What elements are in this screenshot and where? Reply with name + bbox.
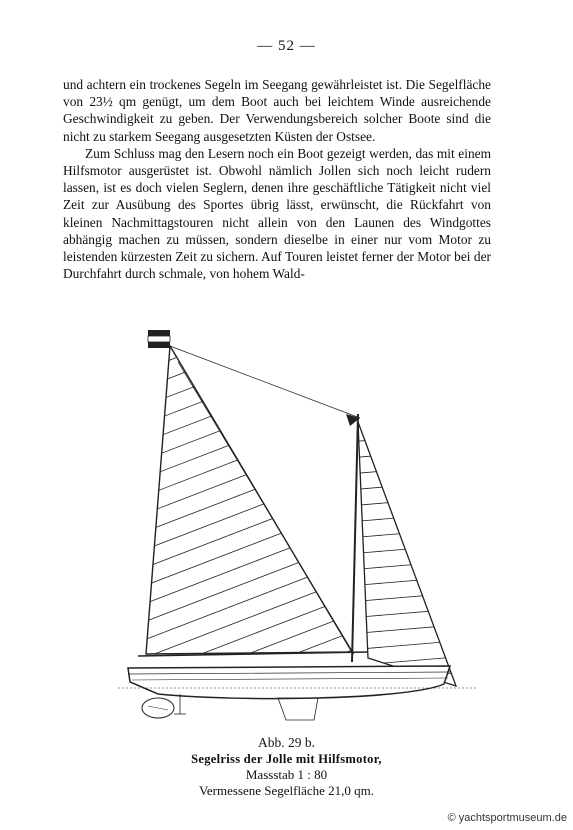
flag-icon <box>148 330 170 336</box>
centerboard <box>278 698 318 720</box>
figure-caption <box>0 735 573 799</box>
mast <box>352 414 358 662</box>
watermark: © yachtsportmuseum.de <box>447 812 567 824</box>
hull <box>128 666 450 699</box>
figure-scale: Massstab 1 : 80 <box>245 767 328 782</box>
sail-plan-drawing <box>118 322 498 732</box>
sail-plan-svg <box>118 322 498 732</box>
figure-label: Abb. 29 b. <box>258 735 315 750</box>
foresail <box>358 422 456 686</box>
paragraph: und achtern ein trockenes Segeln im Seegang gewährleistet ist. Die Segelfläche von 23½ qm genügt, um dem Boot auch bei leichtem Winde ausreichende Geschwindigkeit zu geben. Der Verwendungsbereich solcher Boote sind die nicht zu starkem Seegang ausgesetzten Küsten der Ostsee. <box>63 77 491 144</box>
paragraph: Zum Schluss mag den Lesern noch ein Boot gezeigt werden, das mit einem Hilfsmotor ausgerüstet ist. Obwohl nämlich Jollen sich noch leicht rudern lassen, ist es doch vielen Seglern, denen ihre geschäftliche Tätigkeit nicht viel Zeit zur Ausübung des Sportes übrig lässt, erwünscht, die Rückfahrt von kleinen Nachmittagstouren nicht allein von den Launen des Windgottes abhängig machen zu müssen, sondern dieselbe in einer nur vom Motor zu leistenden kürzesten Zeit zu sichern. Auf Touren leistet ferner der Motor bei der Durchfahrt durch schmale, von hohem Wald- <box>63 145 491 282</box>
body-text <box>63 76 491 282</box>
page-number: — 52 — <box>257 38 316 54</box>
figure-title: Segelriss der Jolle mit Hilfsmotor, <box>191 752 382 766</box>
figure-sail-area: Vermessene Segelfläche 21,0 qm. <box>198 783 375 798</box>
